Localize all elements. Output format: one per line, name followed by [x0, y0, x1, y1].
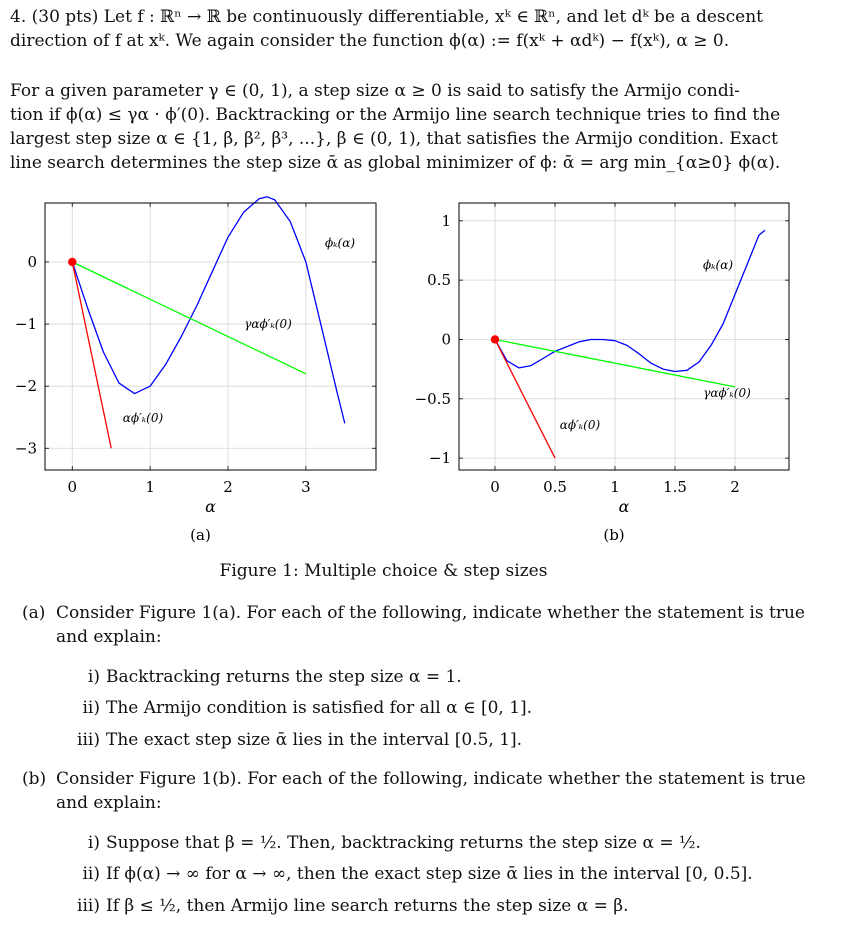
item-number: iii) — [77, 730, 100, 750]
item-text: The Armijo condition is satisfied for all α ∈ [0, 1]. — [106, 698, 533, 718]
series-line-phi — [495, 230, 765, 371]
curve-annotation: γαϕ′ₖ(0) — [703, 386, 751, 400]
series-line-phi — [72, 197, 345, 424]
problem-text-line2: tion if ϕ(α) ≤ γα · ϕ′(0). Backtracking or the Armijo line search technique tries to find the — [10, 105, 781, 125]
y-tick-label: 1 — [441, 211, 451, 230]
figure-panel-a — [0, 195, 400, 550]
x-axis-label: α — [205, 497, 216, 516]
curve-annotation: αϕ′ₖ(0) — [122, 411, 164, 425]
item-text: Suppose that β = ½. Then, backtracking returns the step size α = ½. — [106, 833, 701, 853]
item-text: If β ≤ ½, then Armijo line search returns the step size α = β. — [106, 896, 629, 916]
x-tick-label: 0 — [67, 478, 78, 496]
question-b — [22, 767, 812, 815]
x-tick-label: 1.5 — [663, 478, 687, 496]
question-a-text-line2: and explain: — [56, 627, 162, 647]
question-b-item-ii — [74, 862, 753, 886]
problem-text-line1: For a given parameter γ ∈ (0, 1), a step size α ≥ 0 is said to satisfy the Armijo condi- — [10, 81, 740, 101]
x-tick-label: 3 — [301, 478, 311, 496]
item-number: ii) — [82, 864, 100, 884]
x-tick-label: 2 — [223, 478, 233, 496]
plot-frame — [459, 203, 789, 470]
panel-label: (b) — [603, 526, 625, 544]
problem-text-line4: line search determines the step size ᾱ as global minimizer of ϕ: ᾱ = arg min_{α≥0} ϕ(α). — [10, 153, 781, 173]
y-tick-label: 0 — [441, 330, 451, 349]
question-a-item-iii — [74, 728, 522, 752]
curve-annotation: αϕ′ₖ(0) — [559, 418, 601, 432]
problem-header-line2: direction of f at xᵏ. We again consider the function ϕ(α) := f(xᵏ + αdᵏ) − f(xᵏ), α ≥ 0. — [10, 31, 730, 51]
x-tick-label: 2 — [730, 478, 740, 496]
figure-caption: Figure 1: Multiple choice & step sizes — [219, 561, 548, 581]
item-number: ii) — [82, 698, 100, 718]
y-tick-label: −1 — [428, 449, 451, 468]
start-point-marker — [68, 258, 76, 266]
question-b-item-i — [74, 831, 701, 855]
item-text: If ϕ(α) → ∞ for α → ∞, then the exact step size ᾱ lies in the interval [0, 0.5]. — [106, 864, 753, 884]
curve-annotation: ϕₖ(α) — [702, 258, 734, 272]
panel-label: (a) — [190, 526, 211, 544]
item-text: Backtracking returns the step size α = 1. — [106, 667, 462, 687]
y-tick-label: −1 — [14, 315, 37, 334]
question-b-label: (b) — [22, 769, 47, 789]
curve-annotation: ϕₖ(α) — [324, 236, 356, 250]
item-number: i) — [87, 667, 100, 687]
x-tick-label: 0 — [490, 478, 500, 496]
start-point-marker — [491, 335, 499, 343]
question-a — [22, 601, 812, 649]
x-tick-label: 1 — [145, 478, 155, 496]
question-b-text-line2: and explain: — [56, 793, 162, 813]
question-b-text-line1: Consider Figure 1(b). For each of the following, indicate whether the statement is true — [56, 769, 806, 789]
question-a-label: (a) — [22, 603, 46, 623]
question-a-item-ii — [74, 696, 532, 720]
question-a-text-line1: Consider Figure 1(a). For each of the following, indicate whether the statement is true — [56, 603, 805, 623]
figure-panel-b — [400, 195, 800, 550]
problem-text-line3: largest step size α ∈ {1, β, β², β³, ...}, β ∈ (0, 1), that satisfies the Armijo condition. Exact — [10, 129, 778, 149]
y-tick-label: −3 — [14, 439, 37, 458]
y-tick-label: 0.5 — [427, 271, 451, 290]
y-tick-label: −2 — [14, 377, 37, 396]
problem-header: 4. (30 pts) Let f : ℝⁿ → ℝ be continuously differentiable, xᵏ ∈ ℝⁿ, and let dᵏ be a descent — [10, 7, 763, 27]
item-text: The exact step size ᾱ lies in the interval [0.5, 1]. — [106, 730, 523, 750]
question-a-item-i — [74, 665, 462, 689]
curve-annotation: γαϕ′ₖ(0) — [244, 317, 292, 331]
x-axis-label: α — [618, 497, 630, 516]
y-tick-label: 0 — [27, 252, 37, 271]
x-tick-label: 0.5 — [543, 478, 567, 496]
item-number: iii) — [77, 896, 100, 916]
question-b-item-iii — [74, 894, 629, 918]
item-number: i) — [87, 833, 100, 853]
y-tick-label: −0.5 — [414, 389, 451, 408]
x-tick-label: 1 — [610, 478, 620, 496]
